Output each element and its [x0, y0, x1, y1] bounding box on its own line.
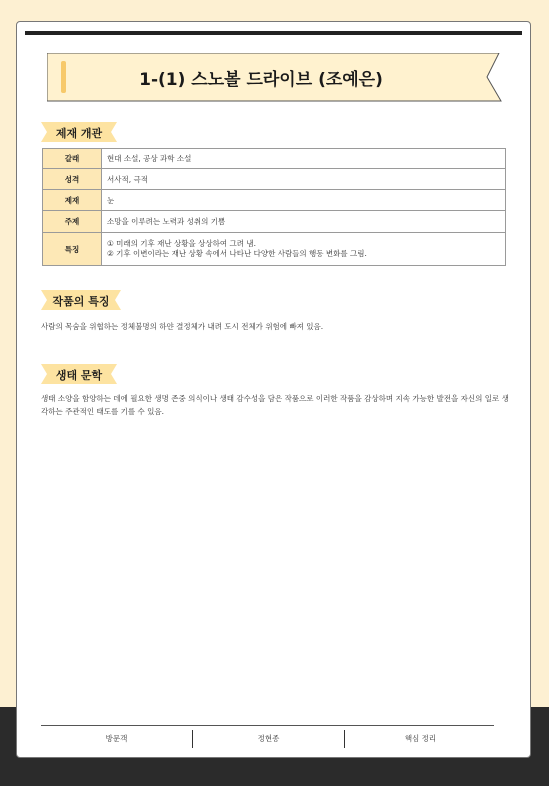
table-row [43, 211, 506, 233]
table-value-cell: 소망을 이루려는 노력과 성취의 기쁨 [102, 211, 506, 233]
page-title: 1-(1) 스노볼 드라이브 (조예은) [139, 70, 383, 90]
feature-line-1: ① 미래의 기후 재난 상황을 상상하여 그려 냄. [107, 239, 256, 248]
footer-nav [41, 729, 496, 749]
table-header-cell: 성격 [43, 169, 102, 190]
table-row [43, 233, 506, 266]
footer-link-summary[interactable]: 핵심 정리 [404, 734, 437, 743]
table-header-cell: 특징 [43, 233, 102, 266]
table-value-cell: 현대 소설, 공상 과학 소설 [102, 149, 506, 169]
table-header-cell: 갈래 [43, 149, 102, 169]
document-page [16, 21, 531, 758]
title-banner [47, 53, 487, 103]
table-value-cell: 서사적, 극적 [102, 169, 506, 190]
table-header-cell: 주제 [43, 211, 102, 233]
section-tag-overview [41, 122, 117, 142]
table-value-cell [102, 233, 506, 266]
section-title-overview: 제재 개관 [55, 127, 103, 140]
section-tag-eco [41, 364, 117, 384]
table-header-cell: 제재 [43, 190, 102, 211]
section-tag-features [41, 290, 121, 310]
eco-paragraph: 생태 소양을 함양하는 데에 필요한 생명 존중 의식이나 생태 감수성을 담은 작품으로 이러한 작품을 감상하며 지속 가능한 발전을 자신의 일로 생각하는 주관적인 태도를 기를 수 있음. [41, 394, 509, 416]
table-value-cell: 눈 [102, 190, 506, 211]
top-rule [25, 31, 522, 35]
footer-link-visitor[interactable]: 방문객 [105, 734, 128, 743]
footer-divider [41, 725, 494, 726]
section-title-features: 작품의 특징 [52, 295, 110, 308]
feature-line-2: ② 기후 이변이라는 재난 상황 속에서 나타난 다양한 사람들의 행동 변화를 그림. [107, 249, 367, 258]
overview-table [42, 148, 506, 266]
features-paragraph: 사람의 목숨을 위협하는 정체불명의 하얀 결정체가 내려 도시 전체가 위험에 빠져 있음. [41, 322, 324, 331]
table-row [43, 149, 506, 169]
table-row [43, 169, 506, 190]
table-row [43, 190, 506, 211]
section-title-eco: 생태 문학 [55, 369, 103, 382]
footer-link-author[interactable]: 정현종 [257, 734, 280, 743]
